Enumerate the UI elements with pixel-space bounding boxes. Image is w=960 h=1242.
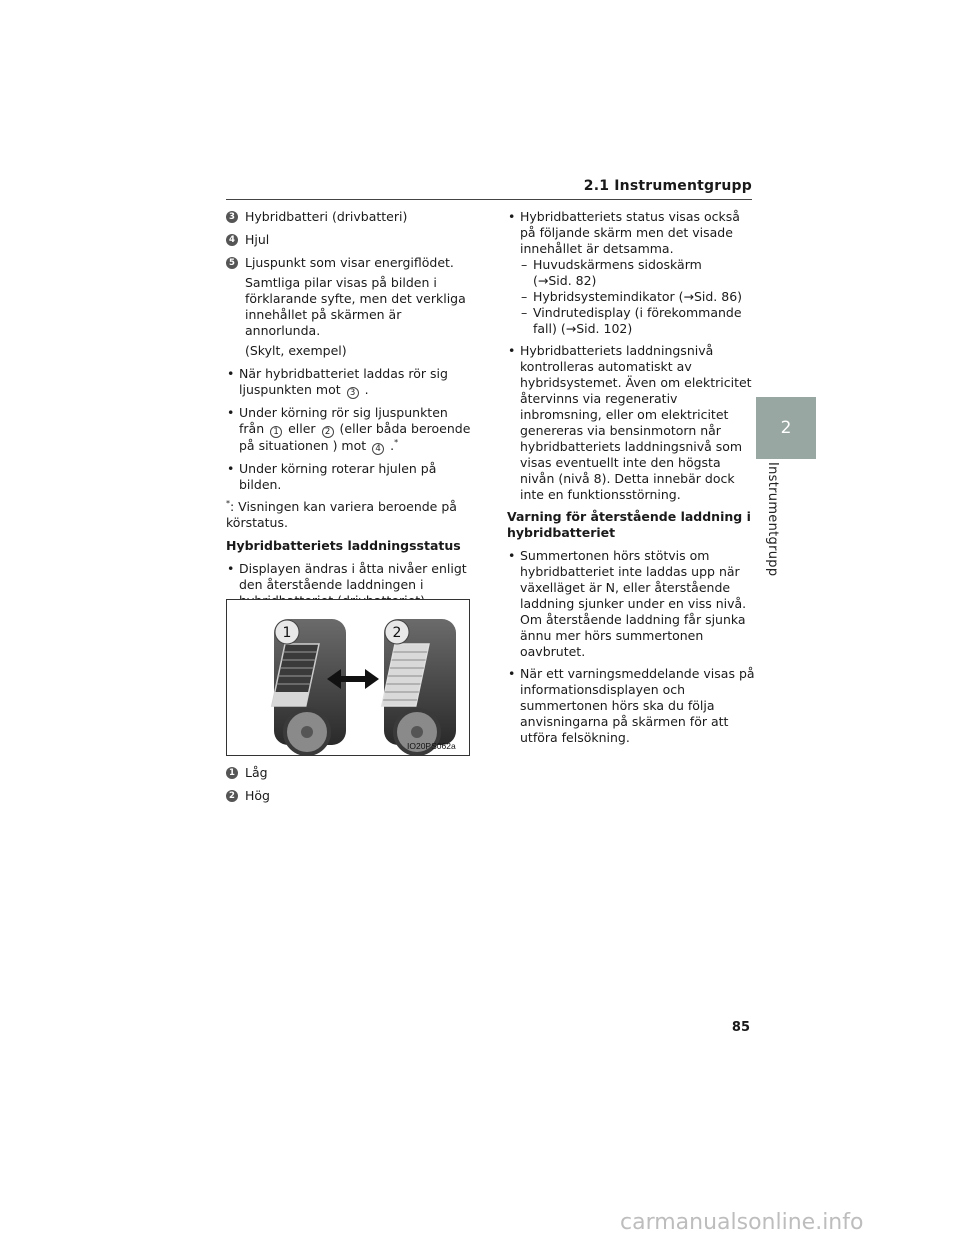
page-reference[interactable]: (→Sid. 82) [533,273,597,288]
legend-example: (Skylt, exempel) [245,343,347,358]
caption-1: 1 Låg [226,765,268,780]
bullet-driving: • Under körning rör sig ljuspunkten från 1 eller 2 (eller båda beroende på situationen ) mot 4 .* [227,405,471,454]
footnote: *: Visningen kan variera beroende på körstatus. [226,498,457,530]
bullet-charge-level: • Hybridbatteriets laddningsnivå kontrolleras automatiskt av hybridsystemet. Även om elektricitet återvinns via regenerativ inbromsning, eller om elektricitet genereras via bensinmotorn når hybridbatteriets laddningsnivå som visas eventuellt inte den högsta nivån (nivå 8). Detta innebär dock inte en funktionsstörning. [508,343,752,502]
callout-number: 2 [226,790,238,802]
chapter-tab[interactable] [756,397,816,459]
battery-level-illustration [226,599,470,756]
illustration-svg [227,600,469,755]
bullet-other-screens: • Hybridbatteriets status visas också på följande skärm men det visade innehållet är detsamma. [508,209,740,256]
legend-item-3 [226,209,472,225]
screen-list [507,257,755,337]
bullet-wheels: • Under körning roterar hjulen på bilden. [227,461,437,492]
figure-label-2: 2 [392,625,402,641]
list-item: – Hybridsystemindikator (→Sid. 86) [521,289,743,304]
list-item: – Huvudskärmens sidoskärm [521,257,702,272]
callout-ref: 3 [347,387,359,399]
right-column [507,209,755,752]
list-item: – Vindrutedisplay (i förekommande [521,305,742,320]
bullet-charging: • När hybridbatteriet laddas rör sig ljuspunkten mot 3 . [227,366,448,398]
left-column [226,209,472,615]
page-number: 85 [731,1020,750,1035]
subheading-charge-warning: Varning för återstående laddning i hybridbatteriet [507,509,751,540]
caption-2: 2 Hög [226,788,270,803]
legend-item-4 [226,232,472,248]
callout-number: 1 [226,767,238,779]
callout-number: 3 [226,211,238,223]
page-reference[interactable]: fall) (→Sid. 102) [533,321,633,336]
chapter-tab-label: Instrumentgrupp [765,462,780,577]
legend-note: Samtliga pilar visas på bilden i förklarande syfte, men det verkliga innehållet på skärmen är annorlunda. [245,275,466,338]
watermark: carmanualsonline.info [620,1210,864,1235]
legend-item-5 [226,255,472,271]
callout-ref: 4 [372,443,384,455]
legend-text: Hjul [245,232,270,247]
bullet-buzzer: • Summertonen hörs stötvis om hybridbatteriet inte laddas upp när växelläget är N, eller återstående laddning sjunker under en viss nivå. Om återstående laddning får sjunka ännu mer hörs summertonen oavbrutet. [508,548,747,659]
figure-label-1: 1 [282,625,292,641]
bullet-warning-message: • När ett varningsmeddelande visas på informationsdisplayen och summertonen hörs ska du följa anvisningarna på skärmen för att utföra felsökning. [508,666,755,745]
legend-text: Ljuspunkt som visar energiflödet. [245,255,454,270]
subheading-charge-status: Hybridbatteriets laddningsstatus [226,538,461,553]
section-title: 2.1 Instrumentgrupp [583,178,752,194]
callout-ref: 2 [322,426,334,438]
header-divider [226,199,752,200]
legend-text: Hybridbatteri (drivbatteri) [245,209,408,224]
chapter-number: 2 [780,418,792,438]
callout-ref: 1 [270,426,282,438]
bullet-levels: • Displayen ändras i åtta nivåer enligt den återstående laddningen i [227,561,467,592]
callout-number: 4 [226,234,238,246]
callout-number: 5 [226,257,238,269]
figure-code: IO20PS062a [407,741,456,751]
